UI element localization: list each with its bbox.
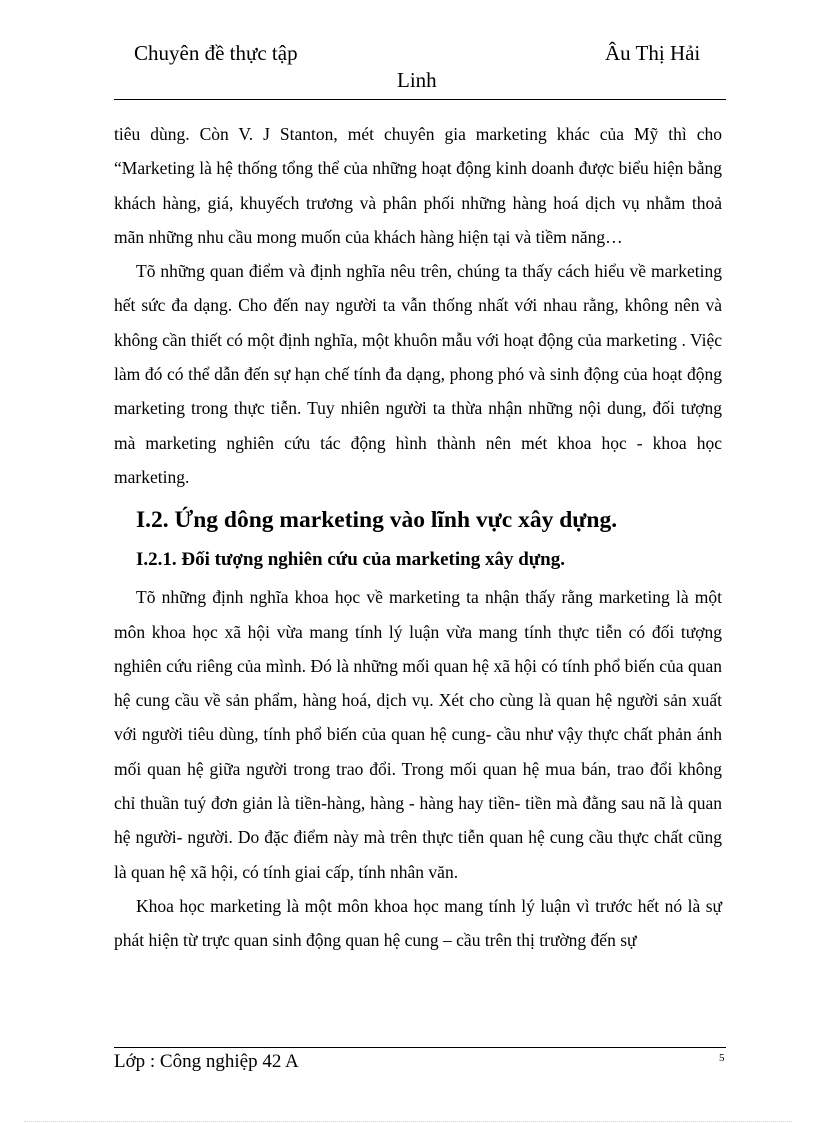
- header-author: Âu Thị Hải: [605, 41, 701, 65]
- footer-class-label: Lớp : Công nghiệp 42 A: [114, 1051, 299, 1072]
- page-number: 5: [719, 1052, 725, 1064]
- body-paragraph-2: Tõ những quan điểm và định nghĩa nêu trên, chúng ta thấy cách hiểu về marketing hết sức đa dạng. Cho đến nay người ta vẫn thống nhất với nhau rằng, không nên và không cần thiết có một định nghĩa, một khuôn mẫu với hoạt động của marketing . Việc làm đó có thể dẫn đến sự hạn chế tính đa dạng, phong phó và sinh động của hoạt động marketing trong thực tiễn. Tuy nhiên người ta thừa nhận những nội dung, đối tượng mà marketing nghiên cứu tác động hình thành nên mét khoa học - khoa học marketing.: [114, 261, 722, 487]
- section-heading: I.2. Ứng dông marketing vào lĩnh vực xây dựng.: [136, 507, 618, 534]
- page-edge-divider: [24, 1121, 792, 1122]
- body-paragraph-4: Khoa học marketing là một môn khoa học mang tính lý luận vì trước hết nó là sự phát hiện từ trực quan sinh động quan hệ cung – cầu trên thị trường đến sự: [114, 895, 722, 951]
- header-divider: [114, 99, 726, 100]
- header-title: Chuyên đề thực tập: [134, 41, 298, 65]
- header-author-continued: Linh: [397, 68, 437, 92]
- body-paragraph-3: Tõ những định nghĩa khoa học về marketing ta nhận thấy rằng marketing là một môn khoa học xã hội vừa mang tính lý luận vừa mang tính thực tiễn có đối tượng nghiên cứu riêng của mình. Đó là những mối quan hệ xã hội có tính phổ biến của quan hệ cung cầu về sản phẩm, hàng hoá, dịch vụ. Xét cho cùng là quan hệ người sản xuất với người tiêu dùng, tính phổ biến của quan hệ cung- cầu như vậy thực chất phản ánh mối quan hệ giữa người trong trao đổi. Trong mối quan hệ mua bán, trao đổi không chỉ thuần tuý đơn giản là tiền-hàng, hàng - hàng hay tiền- tiền mà đằng sau nã là quan hệ người- người. Do đặc điểm này mà trên thực tiễn quan hệ cung cầu thực chất cũng là quan hệ xã hội, có tính giai cấp, tính nhân văn.: [114, 587, 722, 882]
- footer-divider: [114, 1047, 726, 1048]
- page-body: [114, 117, 722, 958]
- body-paragraph-1: tiêu dùng. Còn V. J Stanton, mét chuyên gia marketing khác của Mỹ thì cho “Marketing là hệ thống tổng thể của những hoạt động kinh doanh được biểu hiện bằng khách hàng, giá, khuyếch trương và phân phối những hàng hoá dịch vụ nhằm thoả mãn những nhu cầu mong muốn của khách hàng hiện tại và tiềm năng…: [114, 124, 722, 247]
- subsection-heading: I.2.1. Đối tượng nghiên cứu của marketing xây dựng.: [136, 549, 565, 571]
